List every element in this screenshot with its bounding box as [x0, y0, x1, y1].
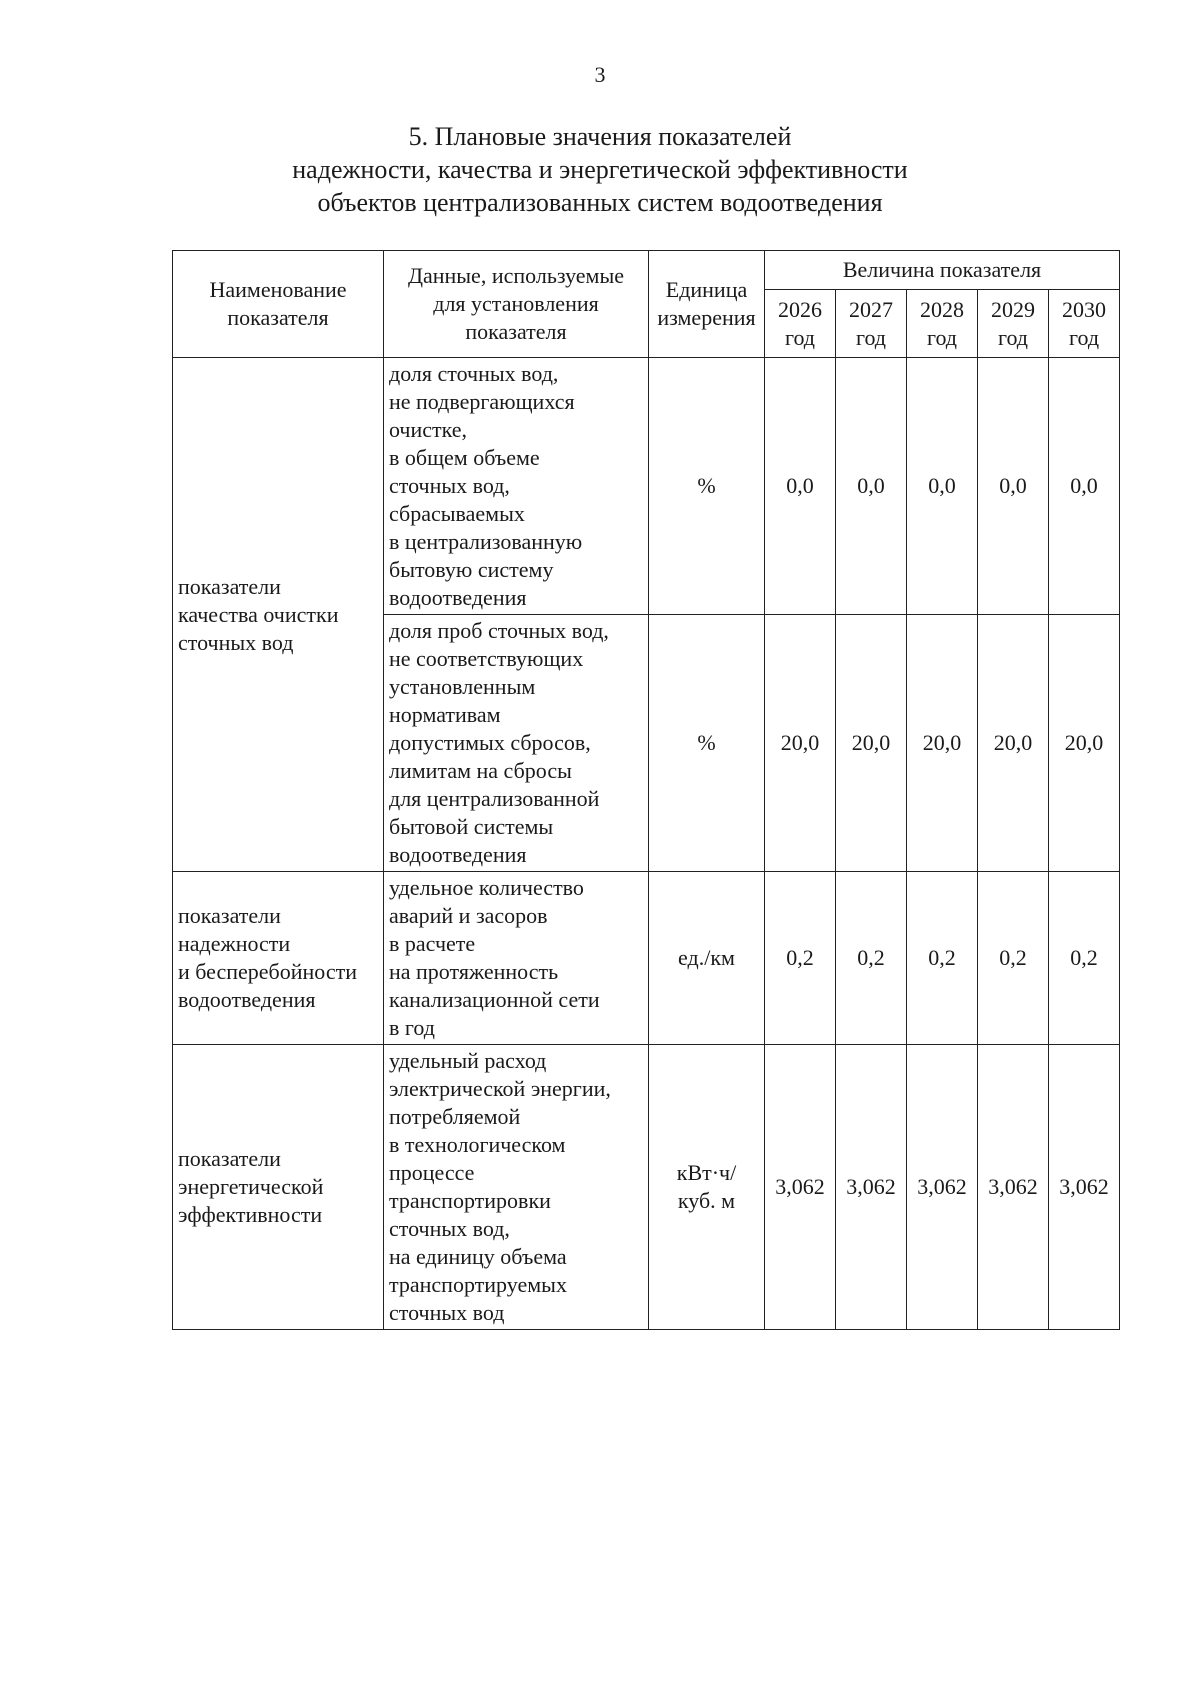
page-number: 3	[594, 62, 606, 87]
header-year-2: 2028 год	[907, 290, 978, 358]
indicator-value: 0,2	[1049, 872, 1120, 1045]
indicator-value: 0,2	[765, 872, 836, 1045]
header-value-group: Величина показателя	[765, 251, 1120, 290]
indicator-value: 3,062	[765, 1045, 836, 1330]
indicator-value: 0,2	[978, 872, 1049, 1045]
indicator-value: 3,062	[907, 1045, 978, 1330]
indicator-value: 0,0	[765, 358, 836, 615]
indicator-value: 0,2	[836, 872, 907, 1045]
indicator-value: 20,0	[836, 615, 907, 872]
indicator-value: 20,0	[765, 615, 836, 872]
indicator-value: 3,062	[1049, 1045, 1120, 1330]
indicator-data-description: удельный расход электрической энергии, потребляемой в технологическом процессе транспортировки сточных вод, на единицу объема транспортируемых сточных вод	[384, 1045, 649, 1330]
header-year-1: 2027 год	[836, 290, 907, 358]
header-year-0: 2026 год	[765, 290, 836, 358]
header-year-4: 2030 год	[1049, 290, 1120, 358]
indicator-data-description: доля сточных вод, не подвергающихся очистке, в общем объеме сточных вод, сбрасываемых в централизованную бытовую систему водоотведения	[384, 358, 649, 615]
indicator-value: 0,0	[1049, 358, 1120, 615]
indicator-data-description: доля проб сточных вод, не соответствующих установленным нормативам допустимых сбросов, лимитам на сбросы для централизованной бытовой системы водоотведения	[384, 615, 649, 872]
indicator-group-name: показатели качества очистки сточных вод	[173, 358, 384, 872]
indicators-table	[172, 250, 1120, 1330]
indicator-value: 20,0	[978, 615, 1049, 872]
table-row	[173, 358, 1120, 615]
title-line-1: 5. Плановые значения показателей	[408, 122, 792, 151]
table-row	[173, 1045, 1120, 1330]
indicator-unit: %	[649, 358, 765, 615]
indicator-group-name: показатели энергетической эффективности	[173, 1045, 384, 1330]
title-line-2: надежности, качества и энергетической эффективности	[292, 155, 908, 184]
indicator-unit: кВт·ч/ куб. м	[649, 1045, 765, 1330]
title-line-3: объектов централизованных систем водоотведения	[317, 188, 883, 217]
indicator-value: 20,0	[1049, 615, 1120, 872]
indicator-value: 3,062	[836, 1045, 907, 1330]
indicator-value: 0,0	[907, 358, 978, 615]
indicator-unit: %	[649, 615, 765, 872]
indicator-value: 0,0	[836, 358, 907, 615]
indicator-value: 0,2	[907, 872, 978, 1045]
header-name: Наименование показателя	[173, 251, 384, 358]
header-unit: Единица измерения	[649, 251, 765, 358]
indicator-value: 20,0	[907, 615, 978, 872]
indicator-unit: ед./км	[649, 872, 765, 1045]
document-title	[0, 120, 1200, 219]
indicator-value: 3,062	[978, 1045, 1049, 1330]
header-data: Данные, используемые для установления показателя	[384, 251, 649, 358]
header-year-3: 2029 год	[978, 290, 1049, 358]
indicator-data-description: удельное количество аварий и засоров в расчете на протяженность канализационной сети в год	[384, 872, 649, 1045]
table-row	[173, 872, 1120, 1045]
indicator-value: 0,0	[978, 358, 1049, 615]
indicator-group-name: показатели надежности и бесперебойности водоотведения	[173, 872, 384, 1045]
